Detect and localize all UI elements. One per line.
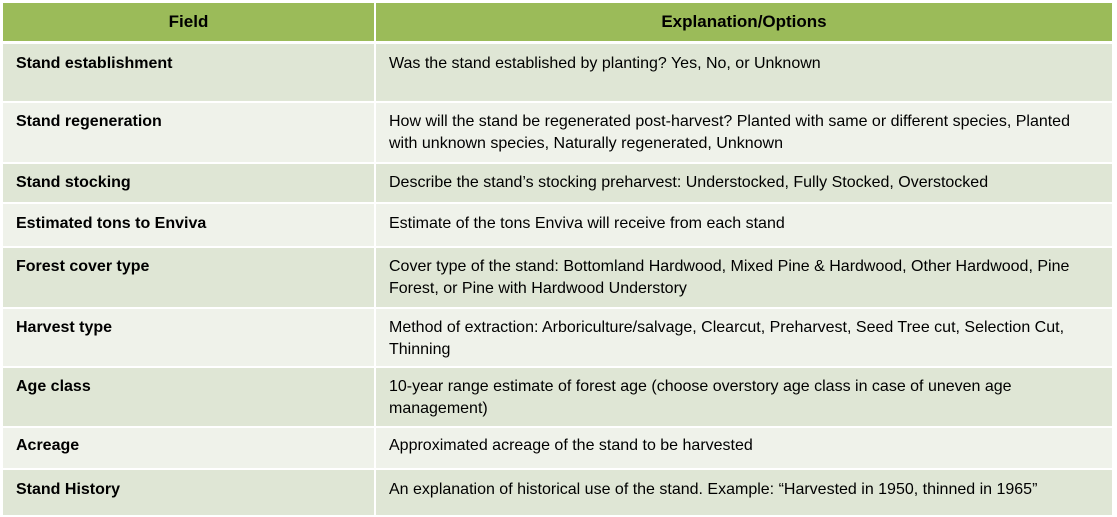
table-row xyxy=(3,469,1112,516)
table-row xyxy=(3,247,1112,308)
explanation-cell: How will the stand be regenerated post-harvest? Planted with same or different species, Planted with unknown species, Naturally regenerated, Unknown xyxy=(375,102,1112,163)
explanation-cell: Cover type of the stand: Bottomland Hardwood, Mixed Pine & Hardwood, Other Hardwood, Pine Forest, or Pine with Hardwood Understory xyxy=(375,247,1112,308)
field-cell: Stand stocking xyxy=(3,163,375,203)
explanation-cell: Method of extraction: Arboriculture/salvage, Clearcut, Preharvest, Seed Tree cut, Selection Cut, Thinning xyxy=(375,308,1112,367)
table-header xyxy=(3,3,1112,43)
table-row xyxy=(3,102,1112,163)
header-explanation: Explanation/Options xyxy=(375,3,1112,43)
field-cell: Stand History xyxy=(3,469,375,516)
field-cell: Stand establishment xyxy=(3,43,375,102)
table-row xyxy=(3,367,1112,427)
explanation-cell: 10-year range estimate of forest age (choose overstory age class in case of uneven age management) xyxy=(375,367,1112,427)
field-cell: Stand regeneration xyxy=(3,102,375,163)
table-row xyxy=(3,43,1112,102)
field-cell: Age class xyxy=(3,367,375,427)
explanation-cell: Approximated acreage of the stand to be harvested xyxy=(375,427,1112,469)
header-field: Field xyxy=(3,3,375,43)
table xyxy=(3,3,1112,517)
table-row xyxy=(3,203,1112,247)
field-explanation-table xyxy=(3,3,1112,517)
field-cell: Acreage xyxy=(3,427,375,469)
explanation-cell: An explanation of historical use of the stand. Example: “Harvested in 1950, thinned in 1965” xyxy=(375,469,1112,516)
explanation-cell: Estimate of the tons Enviva will receive from each stand xyxy=(375,203,1112,247)
field-cell: Estimated tons to Enviva xyxy=(3,203,375,247)
table-row xyxy=(3,308,1112,367)
field-cell: Harvest type xyxy=(3,308,375,367)
explanation-cell: Was the stand established by planting? Yes, No, or Unknown xyxy=(375,43,1112,102)
explanation-cell: Describe the stand’s stocking preharvest: Understocked, Fully Stocked, Overstocked xyxy=(375,163,1112,203)
table-row xyxy=(3,427,1112,469)
table-body xyxy=(3,43,1112,516)
table-row xyxy=(3,163,1112,203)
header-row xyxy=(3,3,1112,43)
field-cell: Forest cover type xyxy=(3,247,375,308)
